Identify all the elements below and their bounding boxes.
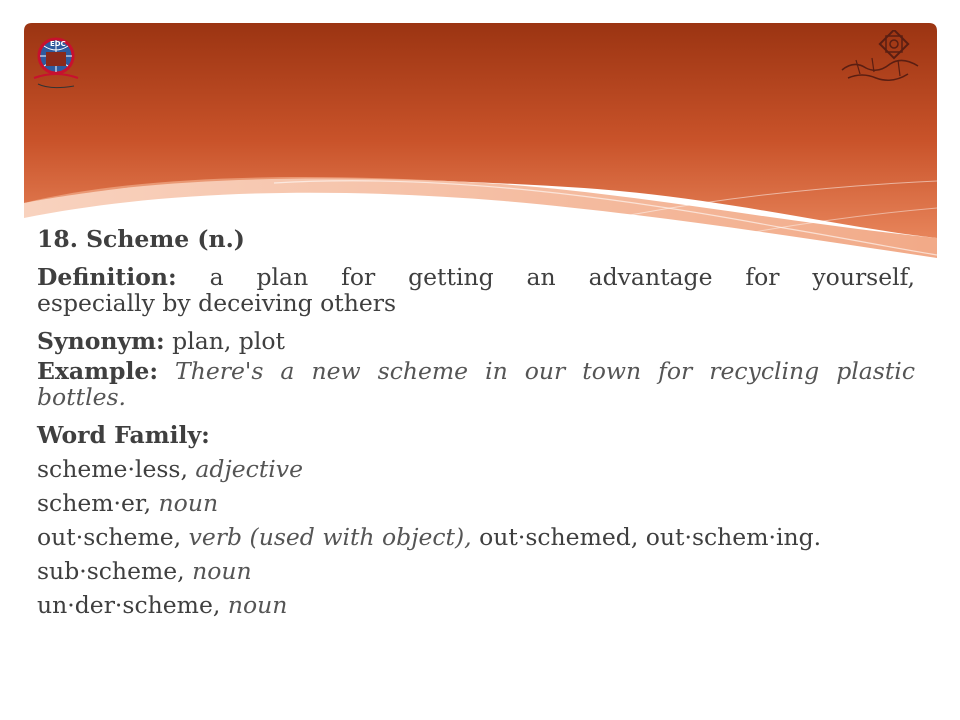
entry-heading: 18. Scheme (n.) — [37, 225, 245, 253]
edc-logo — [30, 32, 82, 94]
definition-label: Definition: — [37, 263, 177, 291]
word-family-item: sub·scheme, noun — [37, 557, 252, 585]
example — [37, 358, 915, 384]
svg-text:EDC: EDC — [50, 40, 66, 48]
example-line2: bottles. — [37, 383, 127, 411]
university-seal-logo — [838, 30, 922, 88]
vocabulary-entry — [37, 222, 915, 622]
example-label: Example: — [37, 357, 158, 385]
word-family-label: Word Family: — [37, 421, 210, 449]
word-family-item: schem·er, noun — [37, 489, 219, 517]
definition-line1: a plan for getting an advantage for yourself, — [209, 263, 915, 291]
word-family-item: out·scheme, verb (used with object), out·schemed, out·schem·ing. — [37, 523, 822, 551]
word-family-item: scheme·less, adjective — [37, 455, 303, 483]
word-family-item: un·der·scheme, noun — [37, 591, 288, 619]
definition — [37, 264, 915, 290]
synonym — [37, 324, 915, 358]
synonym-text: plan, plot — [172, 327, 285, 355]
definition-line2: especially by deceiving others — [37, 289, 397, 317]
example-line1: There's a new scheme in our town for recycling plastic — [175, 357, 915, 385]
synonym-label: Synonym: — [37, 327, 165, 355]
